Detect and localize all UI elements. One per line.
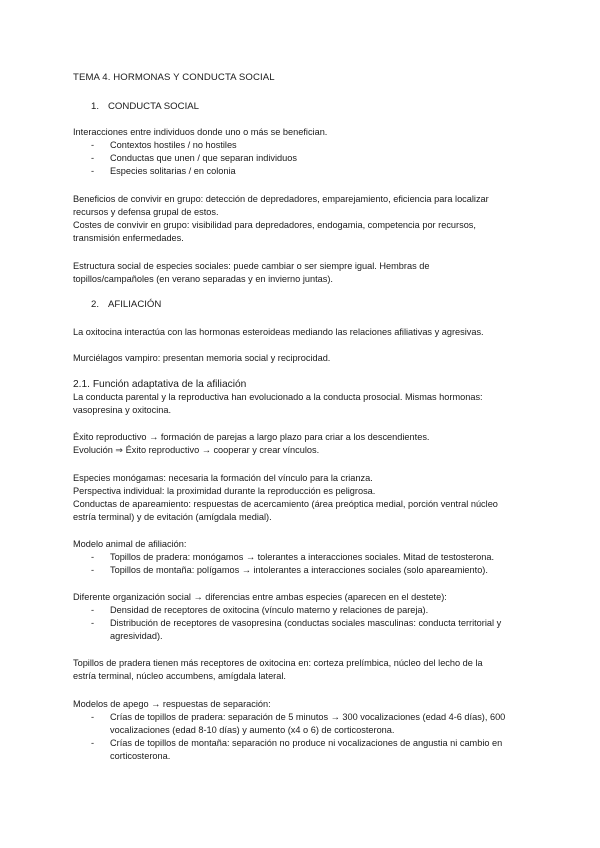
- paragraph-line: Éxito reproductivo → formación de parejas a largo plazo para criar a los descendientes.: [73, 432, 430, 442]
- paragraph-line: Estructura social de especies sociales: puede cambiar o ser siempre igual. Hembras de: [73, 261, 430, 271]
- list-item: - Especies solitarias / en colonia: [73, 165, 551, 178]
- paragraph-line: topillos/campañoles (en verano separadas y en invierno juntas).: [73, 274, 333, 284]
- attachment-models-block: [73, 698, 551, 763]
- bullet-list: [73, 711, 551, 763]
- document-title: TEMA 4. HORMONAS Y CONDUCTA SOCIAL: [73, 72, 275, 83]
- list-item: - Topillos de montaña: polígamos → intolerantes a interacciones sociales (solo apareamiento).: [73, 564, 551, 577]
- paragraph-line: Especies monógamas: necesaria la formación del vínculo para la crianza.: [73, 473, 373, 483]
- bullet-list: [73, 604, 551, 643]
- prairie-voles-paragraph: [73, 657, 551, 683]
- paragraph-line: recursos y defensa grupal de estos.: [73, 207, 219, 217]
- paragraph-line: Beneficios de convivir en grupo: detección de depredadores, emparejamiento, eficiencia para localizar: [73, 194, 489, 204]
- paragraph-line: Perspectiva individual: la proximidad durante la reproducción es peligrosa.: [73, 486, 376, 496]
- paragraph-line: Conductas de apareamiento: respuestas de acercamiento (área preóptica medial, porción ventral núcleo: [73, 499, 498, 509]
- paragraph-line: Evolución ⇒ Éxito reproductivo → cooperar y crear vínculos.: [73, 445, 320, 455]
- section-number: 1.: [91, 101, 100, 112]
- list-item: - Topillos de pradera: monógamos → tolerantes a interacciones sociales. Mitad de testosterona.: [73, 551, 551, 564]
- paragraph-line: Topillos de pradera tienen más receptores de oxitocina en: corteza prelímbica, núcleo del lecho de la: [73, 658, 483, 668]
- section-label: AFILIACIÓN: [108, 299, 162, 310]
- paragraph-line: Costes de convivir en grupo: visibilidad para depredadores, endogamia, competencia por recursos,: [73, 220, 476, 230]
- section-heading-afiliacion: [91, 298, 161, 311]
- list-item: - Crías de topillos de montaña: separación no produce ni vocalizaciones de angustia ni cambio en corticosterona.: [73, 737, 551, 763]
- list-item: - Crías de topillos de pradera: separación de 5 minutos → 300 vocalizaciones (edad 4-6 días), 600 vocalizaciones (edad 8-10 días) y aumento (x4 o 6) de corticosterona.: [73, 711, 551, 737]
- paragraph: Modelos de apego → respuestas de separación:: [73, 699, 271, 709]
- paragraph-line: vasopresina y oxitocina.: [73, 405, 172, 415]
- list-item: - Contextos hostiles / no hostiles: [73, 139, 551, 152]
- oxytocin-paragraph: [73, 326, 551, 339]
- paragraph: Modelo animal de afiliación:: [73, 539, 187, 549]
- paragraph-line: transmisión enfermedades.: [73, 233, 184, 243]
- paragraph: Diferente organización social → diferencias entre ambas especies (aparecen en el destete):: [73, 592, 447, 602]
- subsection-title: 2.1. Función adaptativa de la afiliación: [73, 379, 247, 390]
- paragraph-line: estría terminal, núcleo accumbens, amígdala lateral.: [73, 671, 286, 681]
- list-item: - Conductas que unen / que separan individuos: [73, 152, 551, 165]
- monogamous-paragraph: [73, 472, 551, 524]
- social-organization-block: [73, 591, 551, 643]
- section-label: CONDUCTA SOCIAL: [108, 101, 199, 112]
- animal-model-block: [73, 538, 551, 577]
- reproductive-success-paragraph: [73, 431, 551, 457]
- paragraph: La oxitocina interactúa con las hormonas esteroideas mediando las relaciones afiliativas y agresivas.: [73, 327, 484, 337]
- list-item: - Densidad de receptores de oxitocina (vínculo materno y relaciones de pareja).: [73, 604, 551, 617]
- bullet-list: [73, 139, 551, 178]
- paragraph-line: La conducta parental y la reproductiva han evolucionado a la conducta prosocial. Mismas hormonas:: [73, 392, 483, 402]
- bats-paragraph: [73, 352, 551, 365]
- paragraph: Murciélagos vampiro: presentan memoria social y reciprocidad.: [73, 353, 331, 363]
- section-heading-conducta-social: [91, 100, 199, 113]
- paragraph: Interacciones entre individuos donde uno o más se benefician.: [73, 127, 328, 137]
- section-number: 2.: [91, 299, 100, 310]
- conducta-social-intro: [73, 126, 551, 178]
- paragraph-line: estría terminal) y de evitación (amígdala medial).: [73, 512, 272, 522]
- adaptive-function-block: [73, 378, 551, 417]
- bullet-list: [73, 551, 551, 577]
- list-item: - Distribución de receptores de vasopresina (conductas sociales masculinas: conducta territorial y agresividad).: [73, 617, 551, 643]
- benefits-costs-paragraph: [73, 193, 551, 245]
- social-structure-paragraph: [73, 260, 551, 286]
